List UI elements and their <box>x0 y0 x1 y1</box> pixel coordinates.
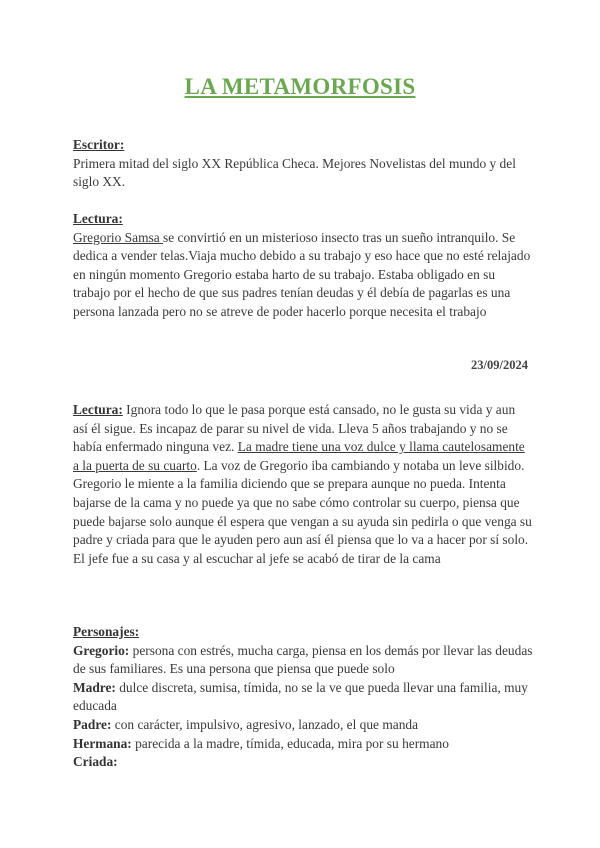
lectura-1-heading: Lectura: <box>73 211 123 226</box>
entry-date: 23/09/2024 <box>471 358 528 372</box>
personaje-desc: dulce discreta, sumisa, tímida, no se la ve que pueda llevar una familia, muy educada <box>73 679 528 714</box>
lectura-1-paragraph <box>73 229 533 322</box>
escritor-section <box>73 136 533 192</box>
personaje-desc: con carácter, impulsivo, agresivo, lanzado, el que manda <box>111 716 419 732</box>
personaje-desc: parecida a la madre, tímida, educada, mira por su hermano <box>131 735 449 751</box>
lectura-2-heading: Lectura: <box>73 402 123 417</box>
personajes-section <box>73 623 533 772</box>
personaje-name: Criada: <box>73 754 118 770</box>
lectura-1-underlined: Gregorio Samsa <box>73 229 163 245</box>
personaje-item <box>73 735 533 754</box>
escritor-heading: Escritor: <box>73 137 125 152</box>
escritor-text: Primera mitad del siglo XX República Checa. Mejores Novelistas del mundo y del siglo XX. <box>73 155 516 190</box>
personaje-item <box>73 679 533 716</box>
document-title: LA METAMORFOSIS <box>184 74 416 99</box>
personaje-name: Madre: <box>73 679 116 695</box>
personaje-item <box>73 642 533 679</box>
personaje-desc: persona con estrés, mucha carga, piensa en los demás por llevar las deudas de sus familiares. Es una persona que piensa que puede solo <box>73 642 533 677</box>
personaje-item <box>73 753 533 772</box>
lectura-1-text: se convirtió en un misterioso insecto tras un sueño intranquilo. Se dedica a vender telas.Viaja mucho debido a su trabajo y eso hace que no esté relajado en ningún momento Gregorio estaba harto de su trabajo. Estaba obligado en su trabajo por el hecho de que sus padres tenían deudas y él debía de pagarlas es una persona lanzada pero no se atreve de poder hacerlo porque necesita el trabajo <box>73 229 531 319</box>
lectura-2-text-2: . La voz de Gregorio iba cambiando y notaba un leve silbido. Gregorio le miente a la familia diciendo que se prepara aunque no pueda. Intenta bajarse de la cama y no puede ya que no sabe cómo controlar su cuerpo, piensa que puede bajarse solo aunque él espera que vengan a su ayuda sin pedirla o que venga su padre y criada para que le ayuden pero aun así él piensa que lo va a hacer por sí solo. El jefe fue a su casa y al escuchar al jefe se acabó de tirar de la cama <box>73 457 532 566</box>
personaje-name: Gregorio: <box>73 642 130 658</box>
lectura-2-underlined: La madre tiene una voz dulce y llama cautelosamente a la puerta de su cuarto <box>73 439 525 473</box>
personaje-name: Padre: <box>73 716 112 732</box>
personajes-heading: Personajes: <box>73 624 140 639</box>
personaje-item <box>73 716 533 735</box>
lectura-2-section <box>73 401 533 568</box>
personaje-name: Hermana: <box>73 735 132 751</box>
lectura-2-text-1: Ignora todo lo que le pasa porque está cansado, no le gusta su vida y aun así él sigue. Es incapaz de parar su nivel de vida. Lleva 5 años trabajando y no se había enfermado ninguna vez. <box>73 402 516 455</box>
lectura-2-paragraph <box>73 401 533 568</box>
lectura-1-section <box>73 210 533 322</box>
